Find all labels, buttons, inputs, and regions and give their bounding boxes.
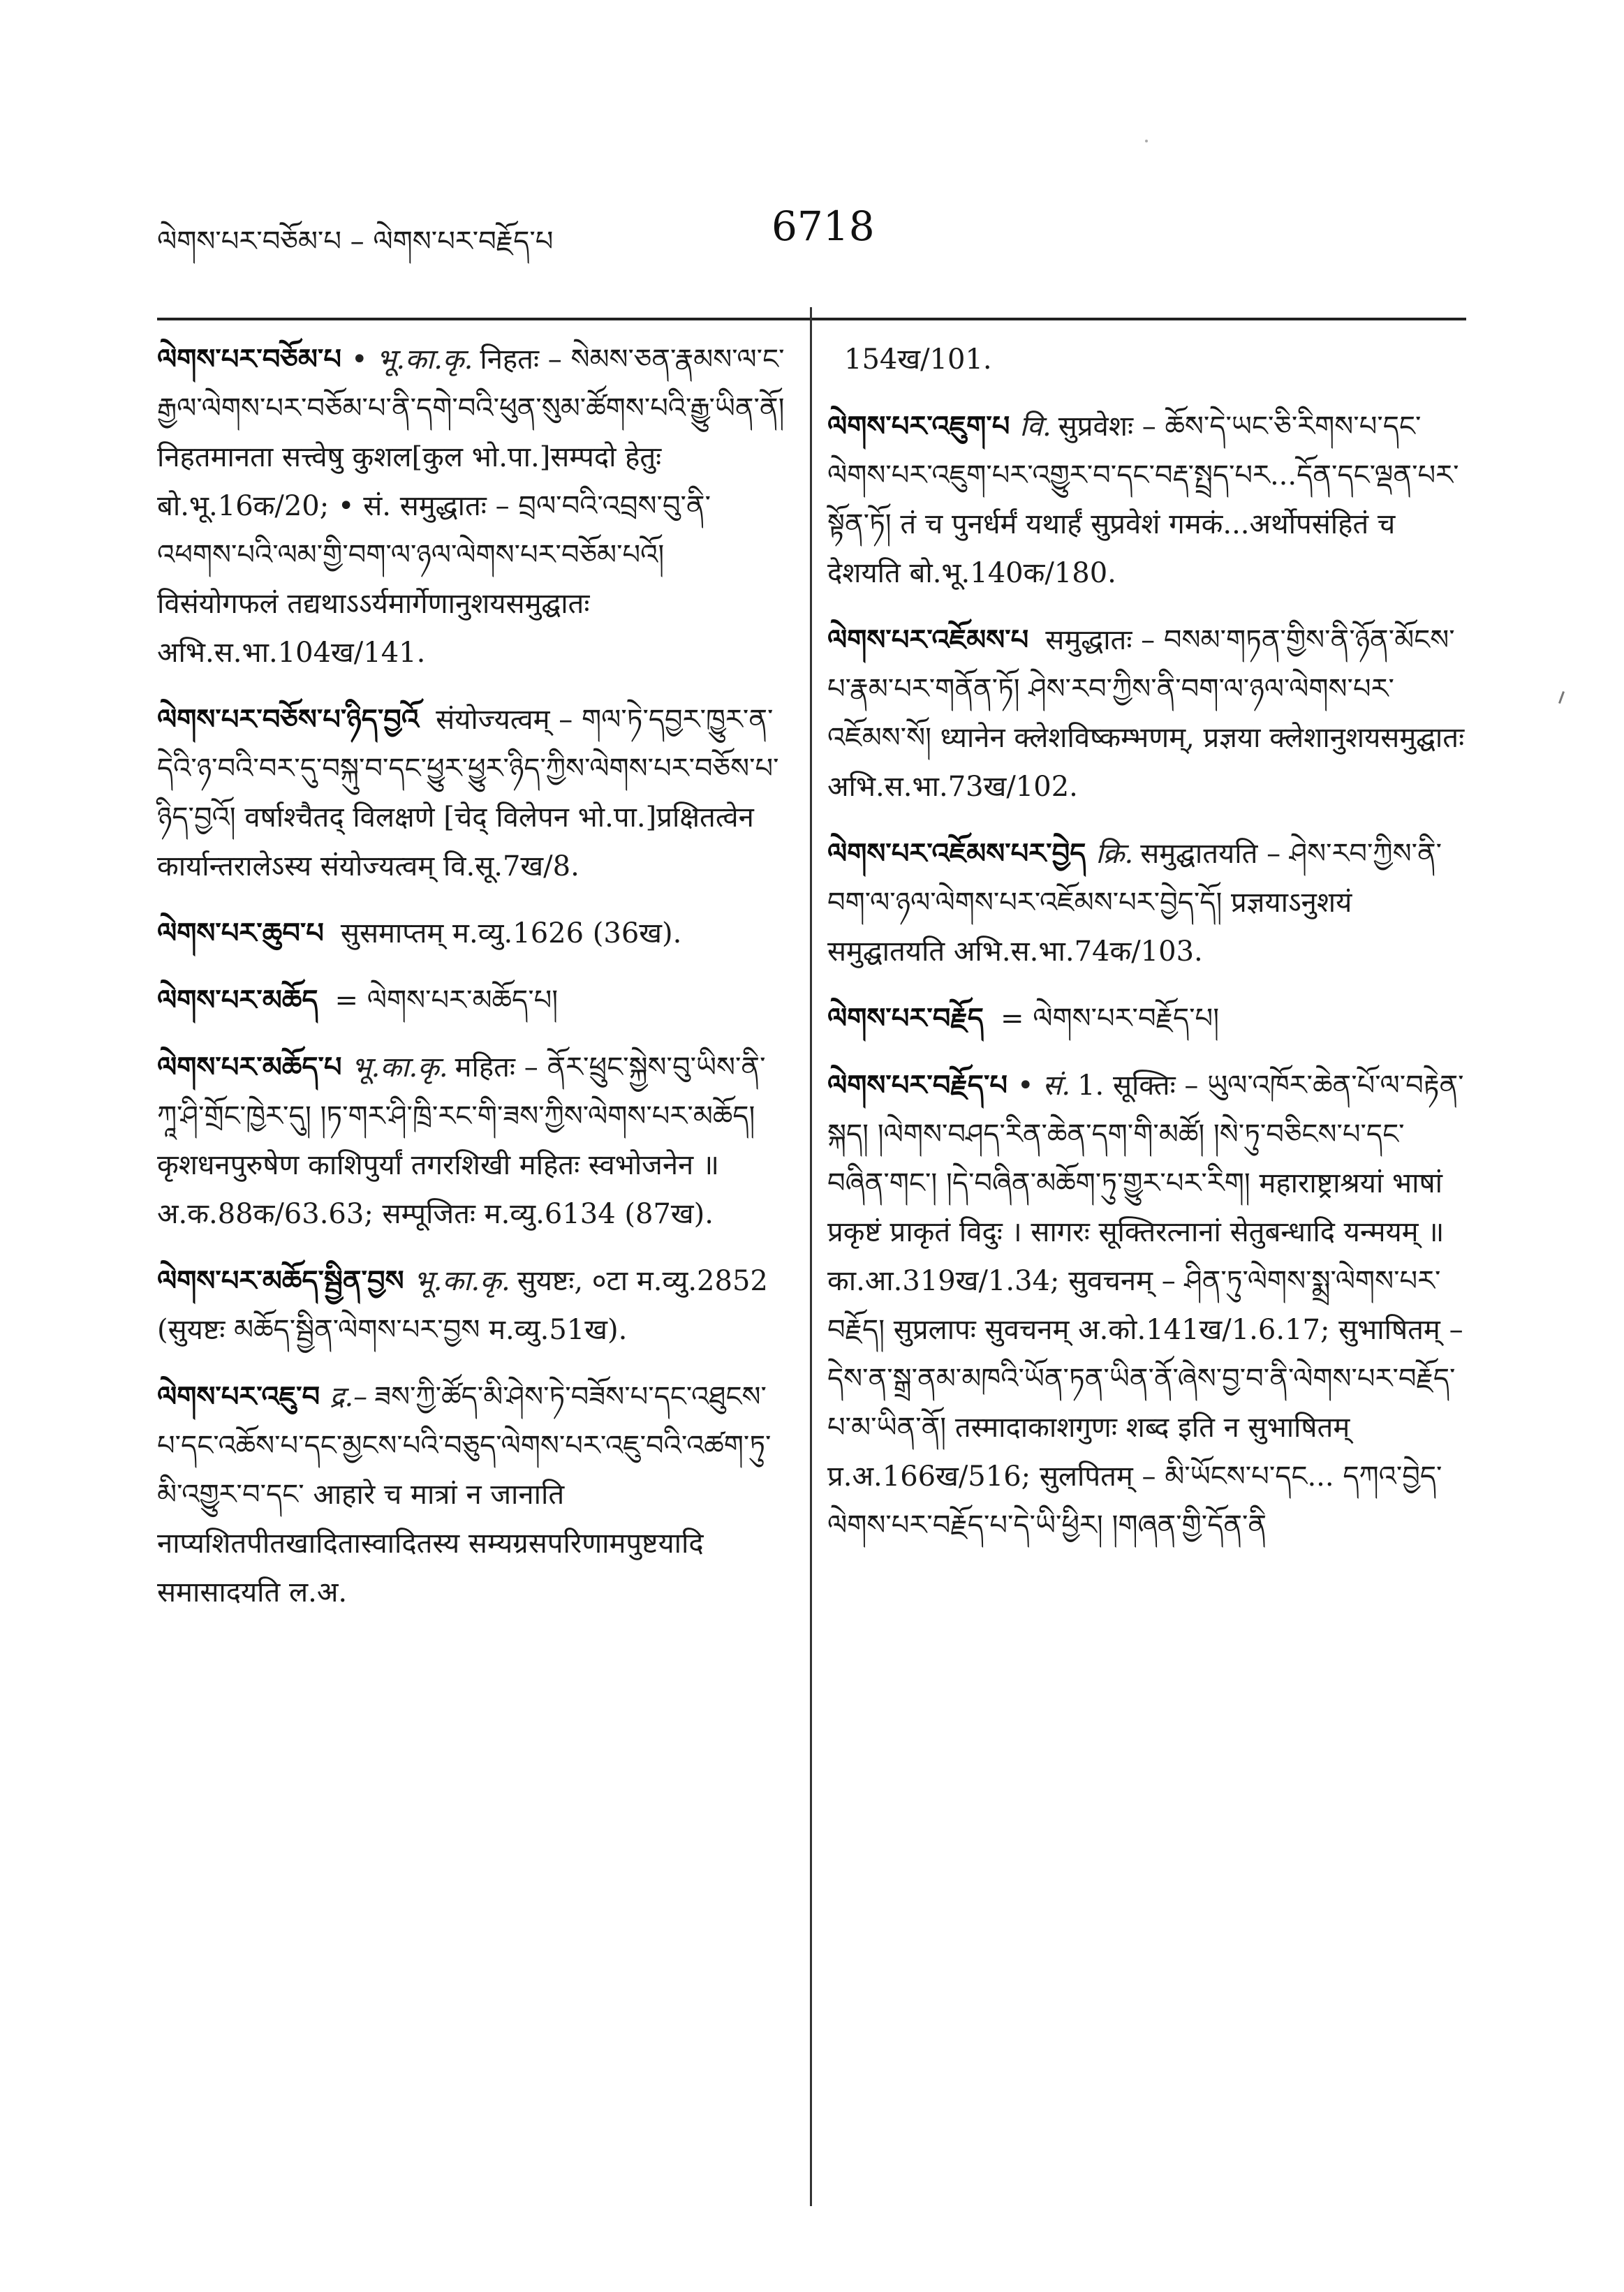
- entry-grammar-label: द्र.–: [330, 1381, 368, 1413]
- margin-tick-mark: [1558, 691, 1565, 704]
- left-column: [157, 335, 785, 1635]
- entry-definition: संयोज्यत्वम् – གལ་ཏེ་དབྱར་ཁྱུར་ན་དེའི་ཉ་བའི་བར་དུ་བསྐུ་བ་དང་ཕྱུར་ཕྱུར་ཉིད་ཀྱིས་ལེགས་པར་བཅོས་པ་ཉིད་བྱའོ། वर्षाश्चैतद् विलक्षणे [चेद् विलेपन भो.पा.]प्रक्षितत्वेन कार्यान्तरालेऽस्य संयोज्यत्वम् वि.सू.7ख/8.: [157, 704, 779, 882]
- entry-definition: = ལེགས་པར་བརྗོད་པ།: [1000, 1003, 1220, 1035]
- entry-grammar-label: • भू.का.कृ.: [350, 343, 473, 376]
- entry-headword: ལེགས་པར་ཆུབ་པ: [157, 917, 324, 949]
- entry-headword: ལེགས་པར་མཆོད་པ: [157, 1051, 342, 1084]
- entry-headword: ལེགས་པར་མཆོད: [157, 984, 318, 1016]
- dictionary-entry: [157, 976, 785, 1025]
- entry-headword: ལེགས་པར་བརྗོད: [827, 1002, 984, 1035]
- column-divider: [810, 307, 812, 2206]
- entry-headword: ལེགས་པར་བརྗོད་པ: [827, 1069, 1007, 1102]
- entry-definition: = ལེགས་པར་མཆོད་པ།: [334, 984, 559, 1016]
- dictionary-entry: [827, 994, 1466, 1043]
- entry-headword: ལེགས་པར་མཆོད་སྦྱིན་བྱས: [157, 1264, 404, 1297]
- dictionary-entry: [157, 1257, 785, 1354]
- page-header: [157, 202, 1463, 265]
- entry-definition: सुप्रवेशः – ཆོས་དེ་ཡང་ཅི་རིགས་པ་དང་ལེགས་པར་འཇུག་པར་འགྱུར་བ་དང་བརྡ་སྤྲད་པར...དོན་དང་ལྡན་པར་སྟོན་ཏོ། तं च पुनर्धर्मं यथार्हं सुप्रवेशं गमकं...अर्थोपसंहितं च देशयति बो.भू.140क/180.: [827, 411, 1459, 589]
- entry-grammar-label: भू.का.कृ.: [413, 1265, 510, 1297]
- entry-definition: सुसमाप्तम् म.व्यु.1626 (36ख).: [340, 917, 682, 949]
- page-number: 6718: [772, 202, 875, 250]
- entry-definition: ཟས་ཀྱི་ཚོད་མི་ཤེས་ཏེ་བཟོས་པ་དང་འཐུངས་པ་དང་འཆོས་པ་དང་མྱངས་པའི་བཅུད་ལེགས་པར་འཇུ་བའི་འཚག་ཏུ་མི་འགྱུར་བ་དང་ आहारे च मात्रां न जानाति नाप्यशितपीतखादितास्वादितस्य सम्यग्रसपरिणामपुष्टयादि समासादयति ल.अ.: [157, 1381, 772, 1609]
- entry-definition: सुयष्टः, ०टा म.व्यु.2852 (सुयष्टः མཆོད་སྦྱིན་ལེགས་པར་བྱས म.व्यु.51ख).: [157, 1265, 768, 1346]
- right-column: [827, 335, 1466, 1568]
- entry-definition: 154ख/101.: [844, 343, 992, 376]
- entry-headword: ལེགས་པར་བཅོས་པ་ཉིད་བྱའོ: [157, 703, 420, 736]
- dictionary-entry: [827, 616, 1466, 811]
- entry-grammar-label: क्रि.: [1095, 838, 1134, 870]
- dictionary-entry-continuation: [827, 335, 1466, 384]
- dictionary-entry: [157, 695, 785, 891]
- entry-grammar-label: • सं.: [1017, 1070, 1071, 1102]
- entry-definition: समुद्घातयति – ཤེས་རབ་ཀྱིས་ནི་བག་ལ་ཉལ་ལེགས་པར་འཇོམས་པར་བྱེད་དོ། प्रज्ञयाऽनुशयं समुद्घातयति अभि.स.भा.74क/103.: [827, 838, 1442, 968]
- entry-grammar-label: भू.का.कृ.: [351, 1051, 448, 1084]
- dictionary-entry: [827, 829, 1466, 976]
- dictionary-entry: [157, 909, 785, 958]
- dictionary-entry: [157, 1043, 785, 1239]
- dictionary-entry: [827, 402, 1466, 598]
- entry-definition: निहतः – སེམས་ཅན་རྣམས་ལ་ང་རྒྱལ་ལེགས་པར་བཅོམ་པ་ནི་དགེ་བའི་ཕུན་སུམ་ཚོགས་པའི་རྒྱུ་ཡིན་ནོ། निहतमानता सत्त्वेषु कुशल[कुल भो.पा.]सम्पदो हेतुः बो.भू.16क/20; • सं. समुद्धातः – བྲལ་བའི་འབྲས་བུ་ནི་འཕགས་པའི་ལམ་གྱི་བག་ལ་ཉལ་ལེགས་པར་བཅོམ་པའོ། विसंयोगफलं तद्यथाऽऽर्यमार्गेणानुशयसमुद्घातः अभि.स.भा.104ख/141.: [157, 343, 785, 669]
- entry-definition: महितः – ནོར་ཕྲུང་སྐྱེས་བུ་ཡིས་ནི་ཀཱ་ཤི་གྲོང་ཁྱེར་དུ། །ཏ་གར་ཤི་ཁྲི་རང་གི་ཟས་ཀྱིས་ལེགས་པར་མཆོད། कृशधनपुरुषेण काशिपुर्यां तगरशिखी महितः स्वभोजनेन ॥ अ.क.88क/63.63; सम्पूजितः म.व्यु.6134 (87ख).: [157, 1051, 766, 1230]
- running-head: ལེགས་པར་བཅོམ་པ – ལེགས་པར་བརྗོད་པ: [157, 225, 554, 258]
- entry-headword: ལེགས་པར་འཇུག་པ: [827, 410, 1010, 443]
- entry-definition: समुद्धातः – བསམ་གཏན་གྱིས་ནི་ཉོན་མོངས་པ་རྣམ་པར་གནོན་ཏོ། ཤེས་རབ་ཀྱིས་ནི་བག་ལ་ཉལ་ལེགས་པར་འཇོམས་སོ། ध्यानेन क्लेशविष्कम्भणम्, प्रज्ञया क्लेशानुशयसमुद्घातः अभि.स.भा.73ख/102.: [827, 624, 1465, 803]
- dictionary-entry: [827, 1061, 1466, 1550]
- entry-headword: ལེགས་པར་འཇོམས་པ: [827, 623, 1029, 656]
- dictionary-entry: [157, 1373, 785, 1617]
- entry-headword: ལེགས་པར་འཇོམས་པར་བྱེད: [827, 837, 1086, 870]
- entry-definition: 1. सूक्तिः – ཡུལ་འཁོར་ཆེན་པོ་ལ་བརྟེན་སྐད། །ལེགས་བཤད་རིན་ཆེན་དག་གི་མཚོ། །སེ་ཏུ་བཅིངས་པ་དང་བཞིན་གང་། །དེ་བཞིན་མཆོག་ཏུ་གྱུར་པར་རིག། महाराष्ट्राश्रयां भाषां प्रकृष्टं प्राकृतं विदुः । सागरः सूक्तिरत्नानां सेतुबन्धादि यन्मयम् ॥ का.आ.319ख/1.34; सुवचनम् – ཤིན་ཏུ་ལེགས་སྨྲ་ལེགས་པར་བརྗོད། सुप्रलापः सुवचनम् अ.को.141ख/1.6.17; सुभाषितम् – དེས་ན་སྒྲ་ནམ་མཁའི་ཡོན་ཏན་ཡིན་ནོ་ཞེས་བྱ་བ་ནི་ལེགས་པར་བརྗོད་པ་མ་ཡིན་ནོ། तस्मादाकाशगुणः शब्द इति न सुभाषितम् प्र.अ.166ख/516; सुलपितम् – མི་ཡོངས་པ་དང... དཀའ་བྱེད་ལེགས་པར་བརྗོད་པ་དེ་ཡི་ཕྱིར། །གཞན་གྱི་དོན་ནི: [827, 1070, 1464, 1541]
- scan-speck: [1145, 140, 1148, 142]
- dictionary-entry: [157, 335, 785, 677]
- entry-headword: ལེགས་པར་བཅོམ་པ: [157, 343, 341, 376]
- entry-grammar-label: वि.: [1019, 411, 1051, 443]
- entry-headword: ལེགས་པར་འཇུ་བ: [157, 1380, 320, 1413]
